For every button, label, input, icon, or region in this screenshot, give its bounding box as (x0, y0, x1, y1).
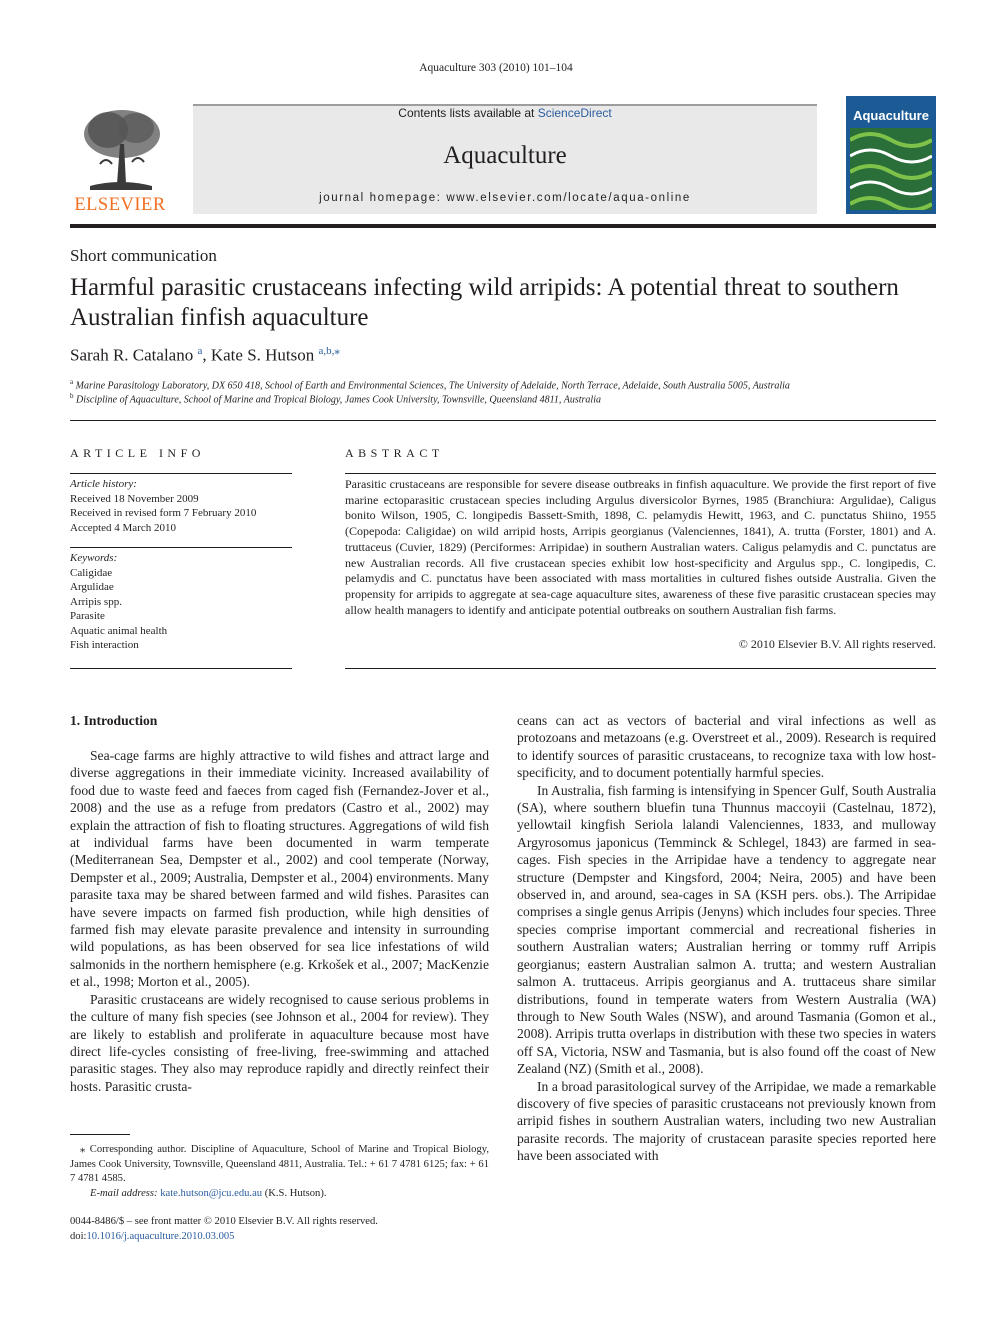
paragraph: In a broad parasitological survey of the Arripidae, we made a remarkable discovery of five species of parasitic crustaceans not previously known from arripid fishes in southern Australian waters, including two new Australian parasite records. The majority of crustacean parasite species reported here have been associated with (517, 1078, 936, 1164)
affiliation (70, 378, 790, 391)
email-suffix: (K.S. Hutson). (264, 1187, 327, 1199)
elsevier-tree-icon (70, 104, 170, 192)
history-item: Received 18 November 2009 (70, 492, 199, 505)
issn-line: 0044-8486/$ – see front matter © 2010 Elsevier B.V. All rights reserved. (70, 1216, 378, 1227)
corresponding-author-note: ⁎ Corresponding author. Discipline of Aquaculture, School of Marine and Tropical Biology, James Cook University, Townsville, Queensland 4811, Australia. Tel.: + 61 7 4781 6125; fax: + 61 7 4781 4585. (70, 1144, 489, 1184)
email-label: E-mail address: (90, 1187, 158, 1199)
article-title: Harmful parasitic crustaceans infecting wild arripids: A potential threat to southern Australian finfish aquaculture (70, 274, 899, 331)
divider (345, 473, 936, 474)
affiliation-text: Discipline of Aquaculture, School of Marine and Tropical Biology, James Cook University, Townsville, Queensland 4811, Australia (76, 394, 601, 406)
divider (70, 547, 292, 548)
affiliation-text: Marine Parasitology Laboratory, DX 650 418, School of Earth and Environmental Sciences, The University of Adelaide, North Terrace, Adelaide, South Australia 5005, Australia (75, 380, 790, 392)
divider (70, 473, 292, 474)
divider (70, 668, 292, 669)
article-type: Short communication (70, 246, 217, 265)
paragraph: ceans can act as vectors of bacterial and viral infections as well as protozoans and metazoans (e.g. Overstreet et al., 2009). Research is required to identify sources of parasitic crustaceans, to recognize taxa with low host-specificity, and to document potentially harmful species. (517, 713, 936, 781)
contents-prefix: Contents lists available at (398, 106, 538, 120)
author-affiliation-mark[interactable]: a (197, 345, 203, 357)
author-affiliation-mark[interactable]: a,b,⁎ (318, 345, 340, 357)
keyword: Parasite (70, 610, 105, 622)
section-heading: 1. Introduction (70, 713, 158, 728)
affiliation-mark: a (70, 378, 74, 386)
divider (345, 668, 936, 669)
journal-banner (193, 104, 817, 214)
cover-pattern-icon (850, 128, 932, 210)
header-rule (70, 224, 936, 228)
history-item: Accepted 4 March 2010 (70, 521, 176, 534)
keyword: Fish interaction (70, 639, 139, 651)
history-label: Article history: (70, 478, 137, 490)
author-list: Sarah R. Catalano $^a$, Kate S. Hutson $^{a,b,⁎}$ (70, 345, 340, 365)
keyword: Argulidae (70, 581, 114, 593)
journal-title: Aquaculture (443, 142, 567, 169)
history-item: Received in revised form 7 February 2010 (70, 507, 257, 519)
paragraph: Parasitic crustaceans are widely recognised to cause serious problems in the culture of many fish species (see Johnson et al., 2004 for review). They are likely to establish and proliferate in aquaculture because most have direct life-cycles consisting of free-living, free-swimming and attached parasitic stages. They also may reproduce rapidly and directly reinfect their hosts. Parasitic crusta- (70, 991, 489, 1094)
journal-citation: Aquaculture 303 (2010) 101–104 (419, 62, 573, 74)
keyword: Caligidae (70, 566, 113, 579)
footnote-rule (70, 1134, 130, 1135)
keywords-label: Keywords: (70, 552, 118, 564)
paragraph: Sea-cage farms are highly attractive to wild fishes and attract large and diverse aggregations in their immediate vicinity. Increased availability of food due to waste feed and faeces from caged fish (Fernandez-Jover et al., 2008) and the use as a refuge from predators (Castro et al., 2002) may explain the attraction of fish to floating structures. Aggregations of wild fish at individual farms have been documented in warm temperate (Mediterranean Sea, Dempster et al., 2002) and cool temperate (Norway, Dempster et al., 2009; Australia, Dempster et al., 2004) environments. Many parasite taxa may be shared between farmed and wild fishes. Parasites can have severe impacts on farmed fish production, while high densities of farmed fish may elevate parasite prevalence and intensity in surrounding wild populations, as has been observed for sea lice infestations of wild salmonids in the northern hemisphere (e.g. Krkošek et al., 2007; MacKenzie et al., 1998; Morton et al., 2005). (70, 748, 489, 990)
contents-line (193, 106, 817, 120)
publisher-name: ELSEVIER (74, 195, 166, 215)
affiliation (70, 392, 601, 405)
keywords (70, 551, 292, 653)
keyword: Arripis spp. (70, 595, 122, 608)
elsevier-logo[interactable] (70, 104, 170, 216)
keyword: Aquatic animal health (70, 624, 168, 637)
doi-line (70, 1229, 378, 1244)
author-name: Sarah R. Catalano (70, 345, 194, 365)
journal-cover[interactable] (846, 96, 936, 214)
abstract-copyright: © 2010 Elsevier B.V. All rights reserved. (738, 637, 936, 651)
abstract-heading: ABSTRACT (345, 446, 444, 460)
affiliation-mark: b (70, 392, 74, 400)
article-history (70, 477, 292, 535)
body-column-right (517, 712, 936, 1165)
footnote (70, 1143, 489, 1201)
doi-prefix: doi: (70, 1231, 87, 1242)
journal-homepage[interactable]: journal homepage: www.elsevier.com/locate/aqua-online (319, 192, 691, 204)
doi-link[interactable]: 10.1016/j.aquaculture.2010.03.005 (86, 1231, 235, 1242)
email-line (70, 1187, 489, 1202)
divider (70, 420, 936, 421)
paragraph: In Australia, fish farming is intensifying in Spencer Gulf, South Australia (SA), where southern bluefin tuna Thunnus maccoyii (Castelnau, 1872), yellowtail kingfish Seriola lalandi Valenciennes, 1833, and mulloway Argyrosomus japonicus (Temminck & Schlegel, 1843) are farmed in sea-cages. Fish species in the Arripidae have a tendency to aggregate near structure (Dempster and Kingsford, 2004; Neira, 2005) and have been observed in, and around, sea-cages in SA (KSH pers. obs.). The Arripidae comprises a single genus Arripis (Jenyns) which includes four species. Three species comprise important commercial and recreational fisheries in southern Australian waters; Australian herring or tommy ruff Arripis georgianus; eastern Australian salmon A. trutta; and western Australian salmon A. truttaceus. Arripis georgianus and A. truttaceus share similar distributions, found in temperate waters from Western Australia (WA) through to New South Wales (NSW), and around Tasmania (Gomon et al., 2008). Arripis trutta overlaps in distribution with these two species in waters off SA, Victoria, NSW and Tasmania, but is also found off the coast of New Zealand (NZ) (Smith et al., 2008). (517, 782, 936, 1077)
front-matter (70, 1214, 378, 1244)
sciencedirect-link[interactable]: ScienceDirect (537, 106, 612, 120)
email-link[interactable]: kate.hutson@jcu.edu.au (160, 1187, 263, 1199)
body-column-left (70, 747, 489, 1095)
abstract-text: Parasitic crustaceans are responsible for severe disease outbreaks in finfish aquaculture. We provide the first report of five marine ectoparasitic crustacean species including Argulus diversicolor Byrnes, 1985 (Branchiura: Argulidae), Caligus bonito Wilson, 1905, C. longipedis Bassett-Smith, 1898, C. pelamydis Hewitt, 1963, and C. punctatus Shiino, 1955 (Copepoda: Caligidae) on wild arripid hosts, Arripis georgianus (Valenciennes, 1841), A. trutta (Forster, 1801) and A. truttaceus (Cuvier, 1829) (Perciformes: Arripidae) in southern Australian waters. Caligus pelamydis and C. punctatus are new Australian records. All five crustacean species exhibit low host-specificity and Argulus spp., C. longipedis, C. pelamydis and C. punctatus have been associated with mass mortalities in cultured fishes outside Australia. Given the propensity for arripids to aggregate at sea-cage aquaculture sites, awareness of these five parasitic crustacean species may allow health managers to identify and anticipate potential outbreaks on southern Australian fish farms. (345, 477, 936, 617)
article-info-heading: ARTICLE INFO (70, 446, 205, 460)
author-name: Kate S. Hutson (210, 345, 315, 365)
cover-title: Aquaculture (853, 108, 929, 123)
